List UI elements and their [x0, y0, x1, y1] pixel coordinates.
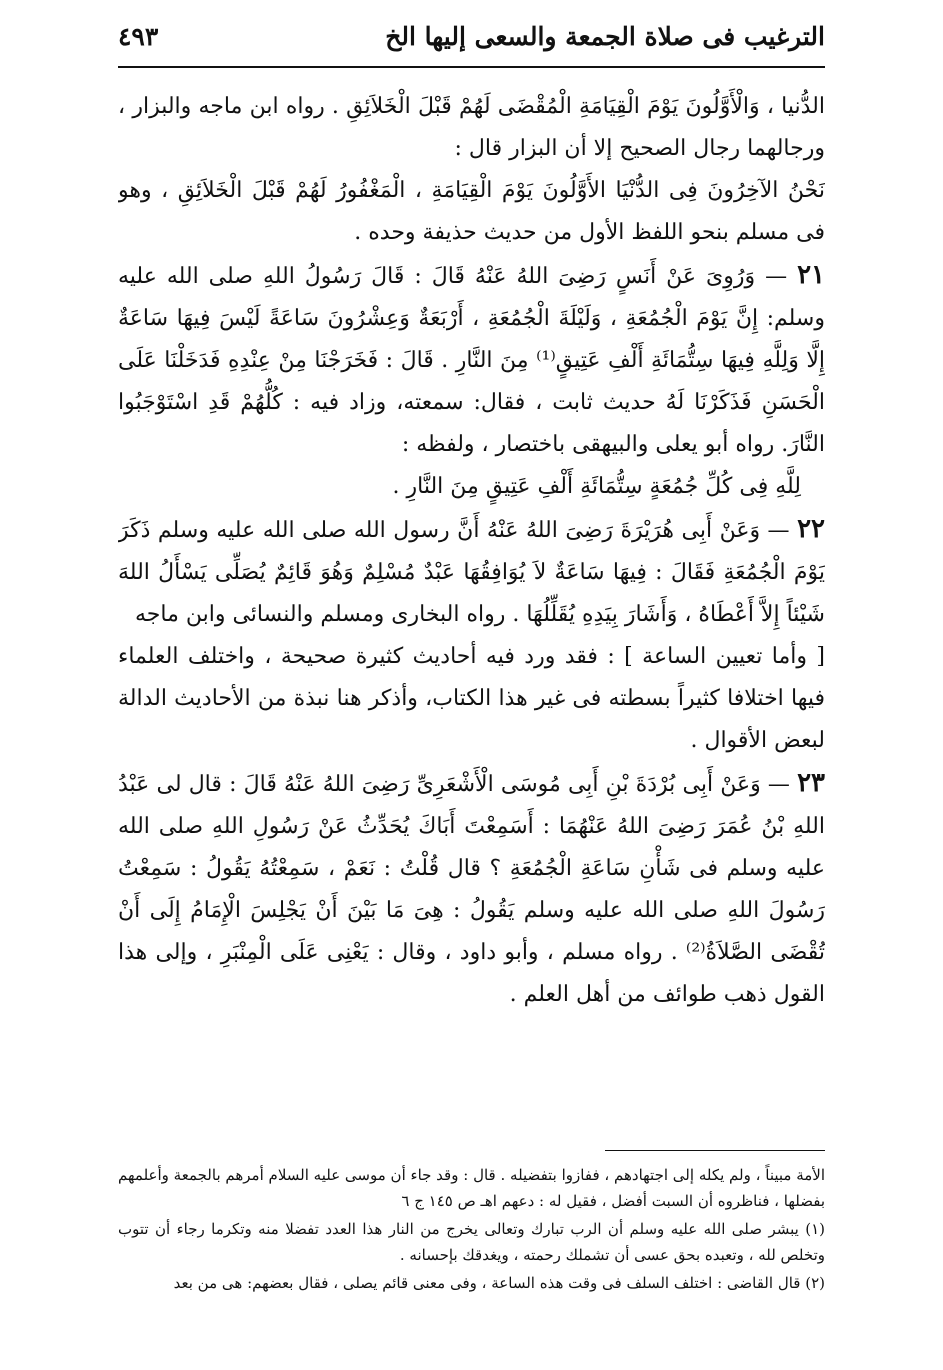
footnotes: [118, 1162, 825, 1362]
hadith-number: ٢١: [797, 260, 825, 290]
footnote-2: (٢) قال القاضى : اختلف السلف فى وقت هذه الساعة ، وفى معنى قائم يصلى ، فقال بعضهم: هى من بعد: [173, 1274, 825, 1292]
hadith-number: ٢٣: [797, 768, 825, 798]
page-header: [118, 12, 825, 60]
hadith-23: [118, 762, 825, 1016]
paragraph: نَحْنُ الآخِرُونَ فِى الدُّنْيَا الأَوَّلُونَ يَوْمَ الْقِيَامَةِ ، الْمَغْفُورُ لَهُمْ قَبْلَ الْخَلاَئِقِ ، وهو فى مسلم بنحو اللفظ الأول من حديث حذيفة وحده .: [118, 178, 825, 245]
footnote-rule: [605, 1150, 825, 1151]
hadith-21: [118, 254, 825, 466]
footnote-1: (١) يبشر صلى الله عليه وسلم أن الرب تبارك وتعالى يخرج من النار هذا العدد تفضلا منه وتكرما رجاء أن تتوب وتخلص لله ، وتعبده بحق عسى أن تشملك رحمته ، ويغدقك بإحسانه .: [118, 1220, 825, 1264]
header-rule: [118, 66, 825, 68]
page-number: ٤٩٣: [118, 21, 159, 51]
running-title: الترغيب فى صلاة الجمعة والسعى إليها الخ: [385, 21, 825, 51]
hadith-text: — وَعَنْ أَبِى بُرْدَةَ بْنِ أَبِى مُوسَى الْأَشْعَرِىِّ رَضِىَ اللهُ عَنْهُ قَالَ : قال لى عَبْدُ اللهِ بْنُ عُمَرَ رَضِىَ اللهُ عَنْهُمَا : أَسَمِعْتَ أَبَاكَ يُحَدِّثُ عَنْ رَسُولِ اللهِ صلى الله عليه وسلم فى شَأْنِ سَاعَةِ الْجُمُعَةِ ؟ قال قُلْتُ : نَعَمْ ، سَمِعْتُهُ يَقُولُ : سَمِعْتُ رَسُولَ اللهِ صلى الله عليه وسلم يَقُولُ : هِىَ مَا بَيْنَ أَنْ يَجْلِسَ الْإِمَامُ إِلَى أَنْ تُقْضَى الصَّلاَةُ⁽²⁾ . رواه مسلم ، وأبو داود ، وقال : يَعْنِى عَلَى الْمِنْبَرِ ، وإلى هذا القول ذهب طوائف من أهل العلم .: [118, 772, 825, 1007]
hadith-text: — وَرُوِىَ عَنْ أَنَسٍ رَضِىَ اللهُ عَنْهُ قَالَ : قَالَ رَسُولُ اللهِ صلى الله عليه وسلم: إِنَّ يَوْمَ الْجُمُعَةِ ، وَلَيْلَةَ الْجُمُعَةِ ، أَرْبَعَةٌ وَعِشْرُونَ سَاعَةً لَيْسَ فِيهَا سَاعَةٌ إِلَّا وَلِلَّهِ فِيهَا سِتُّمَائَةِ أَلْفِ عَتِيقٍ⁽¹⁾ مِنَ النَّارِ . قَالَ : فَخَرَجْنَا مِنْ عِنْدِهِ فَدَخَلْنَا عَلَى الْحَسَنِ فَذَكَرْنَا لَهُ حديث ثابت ، فقال: سمعته، وزاد فيه : كُلُّهُمْ قَدِ اسْتَوْجَبُوا النَّارَ. رواه أبو يعلى والبيهقى باختصار ، ولفظه :: [118, 264, 825, 457]
paragraph: [ وأما تعيين الساعة ] : فقد ورد فيه أحاديث كثيرة صحيحة ، واختلف العلماء فيها اختلافا كثيراً بسطته فى غير هذا الكتاب، وأذكر هنا نبذة من الأحاديث الدالة لبعض الأقوال .: [118, 644, 825, 753]
hadith-text: — وَعَنْ أَبِى هُرَيْرَةَ رَضِىَ اللهُ عَنْهُ أَنَّ رسول الله صلى الله عليه وسلم ذَكَرَ يَوْمَ الْجُمُعَةِ فَقَالَ : فِيهَا سَاعَةٌ لاَ يُوَافِقُهَا عَبْدٌ مُسْلِمٌ وَهُوَ قَائِمٌ يُصَلِّى يَسْأَلُ اللهَ شَيْئاً إِلاَّ أَعْطَاهُ ، وَأَشَارَ بِيَدِهِ يُقَلِّلُهَا . رواه البخارى ومسلم والنسائى وابن ماجه: [118, 518, 825, 627]
footnote-continued: الأمة مبيناً ، ولم يكله إلى اجتهادهم ، ففازوا بتفضيله . قال : وقد جاء أن موسى عليه السلام أمرهم بالجمعة وأعلمهم بفضلها ، فناظروه أن السبت أفضل ، فقيل له : دعهم اهـ ص ١٤٥ ج ٦: [118, 1166, 825, 1210]
hadith-quote: لِلَّهِ فِى كُلِّ جُمُعَةٍ سِتُّمَائَةِ أَلْفِ عَتِيقٍ مِنَ النَّارِ .: [392, 474, 801, 499]
hadith-22: [118, 508, 825, 636]
main-text: [118, 86, 825, 1126]
hadith-number: ٢٢: [797, 514, 825, 544]
paragraph: الدُّنيا ، وَالْأَوَّلُونَ يَوْمَ الْقِيَامَةِ الْمُقْضَى لَهُمْ قَبْلَ الْخَلاَئِقِ . رواه ابن ماجه والبزار ، ورجالهما رجال الصحيح إلا أن البزار قال :: [118, 94, 825, 161]
